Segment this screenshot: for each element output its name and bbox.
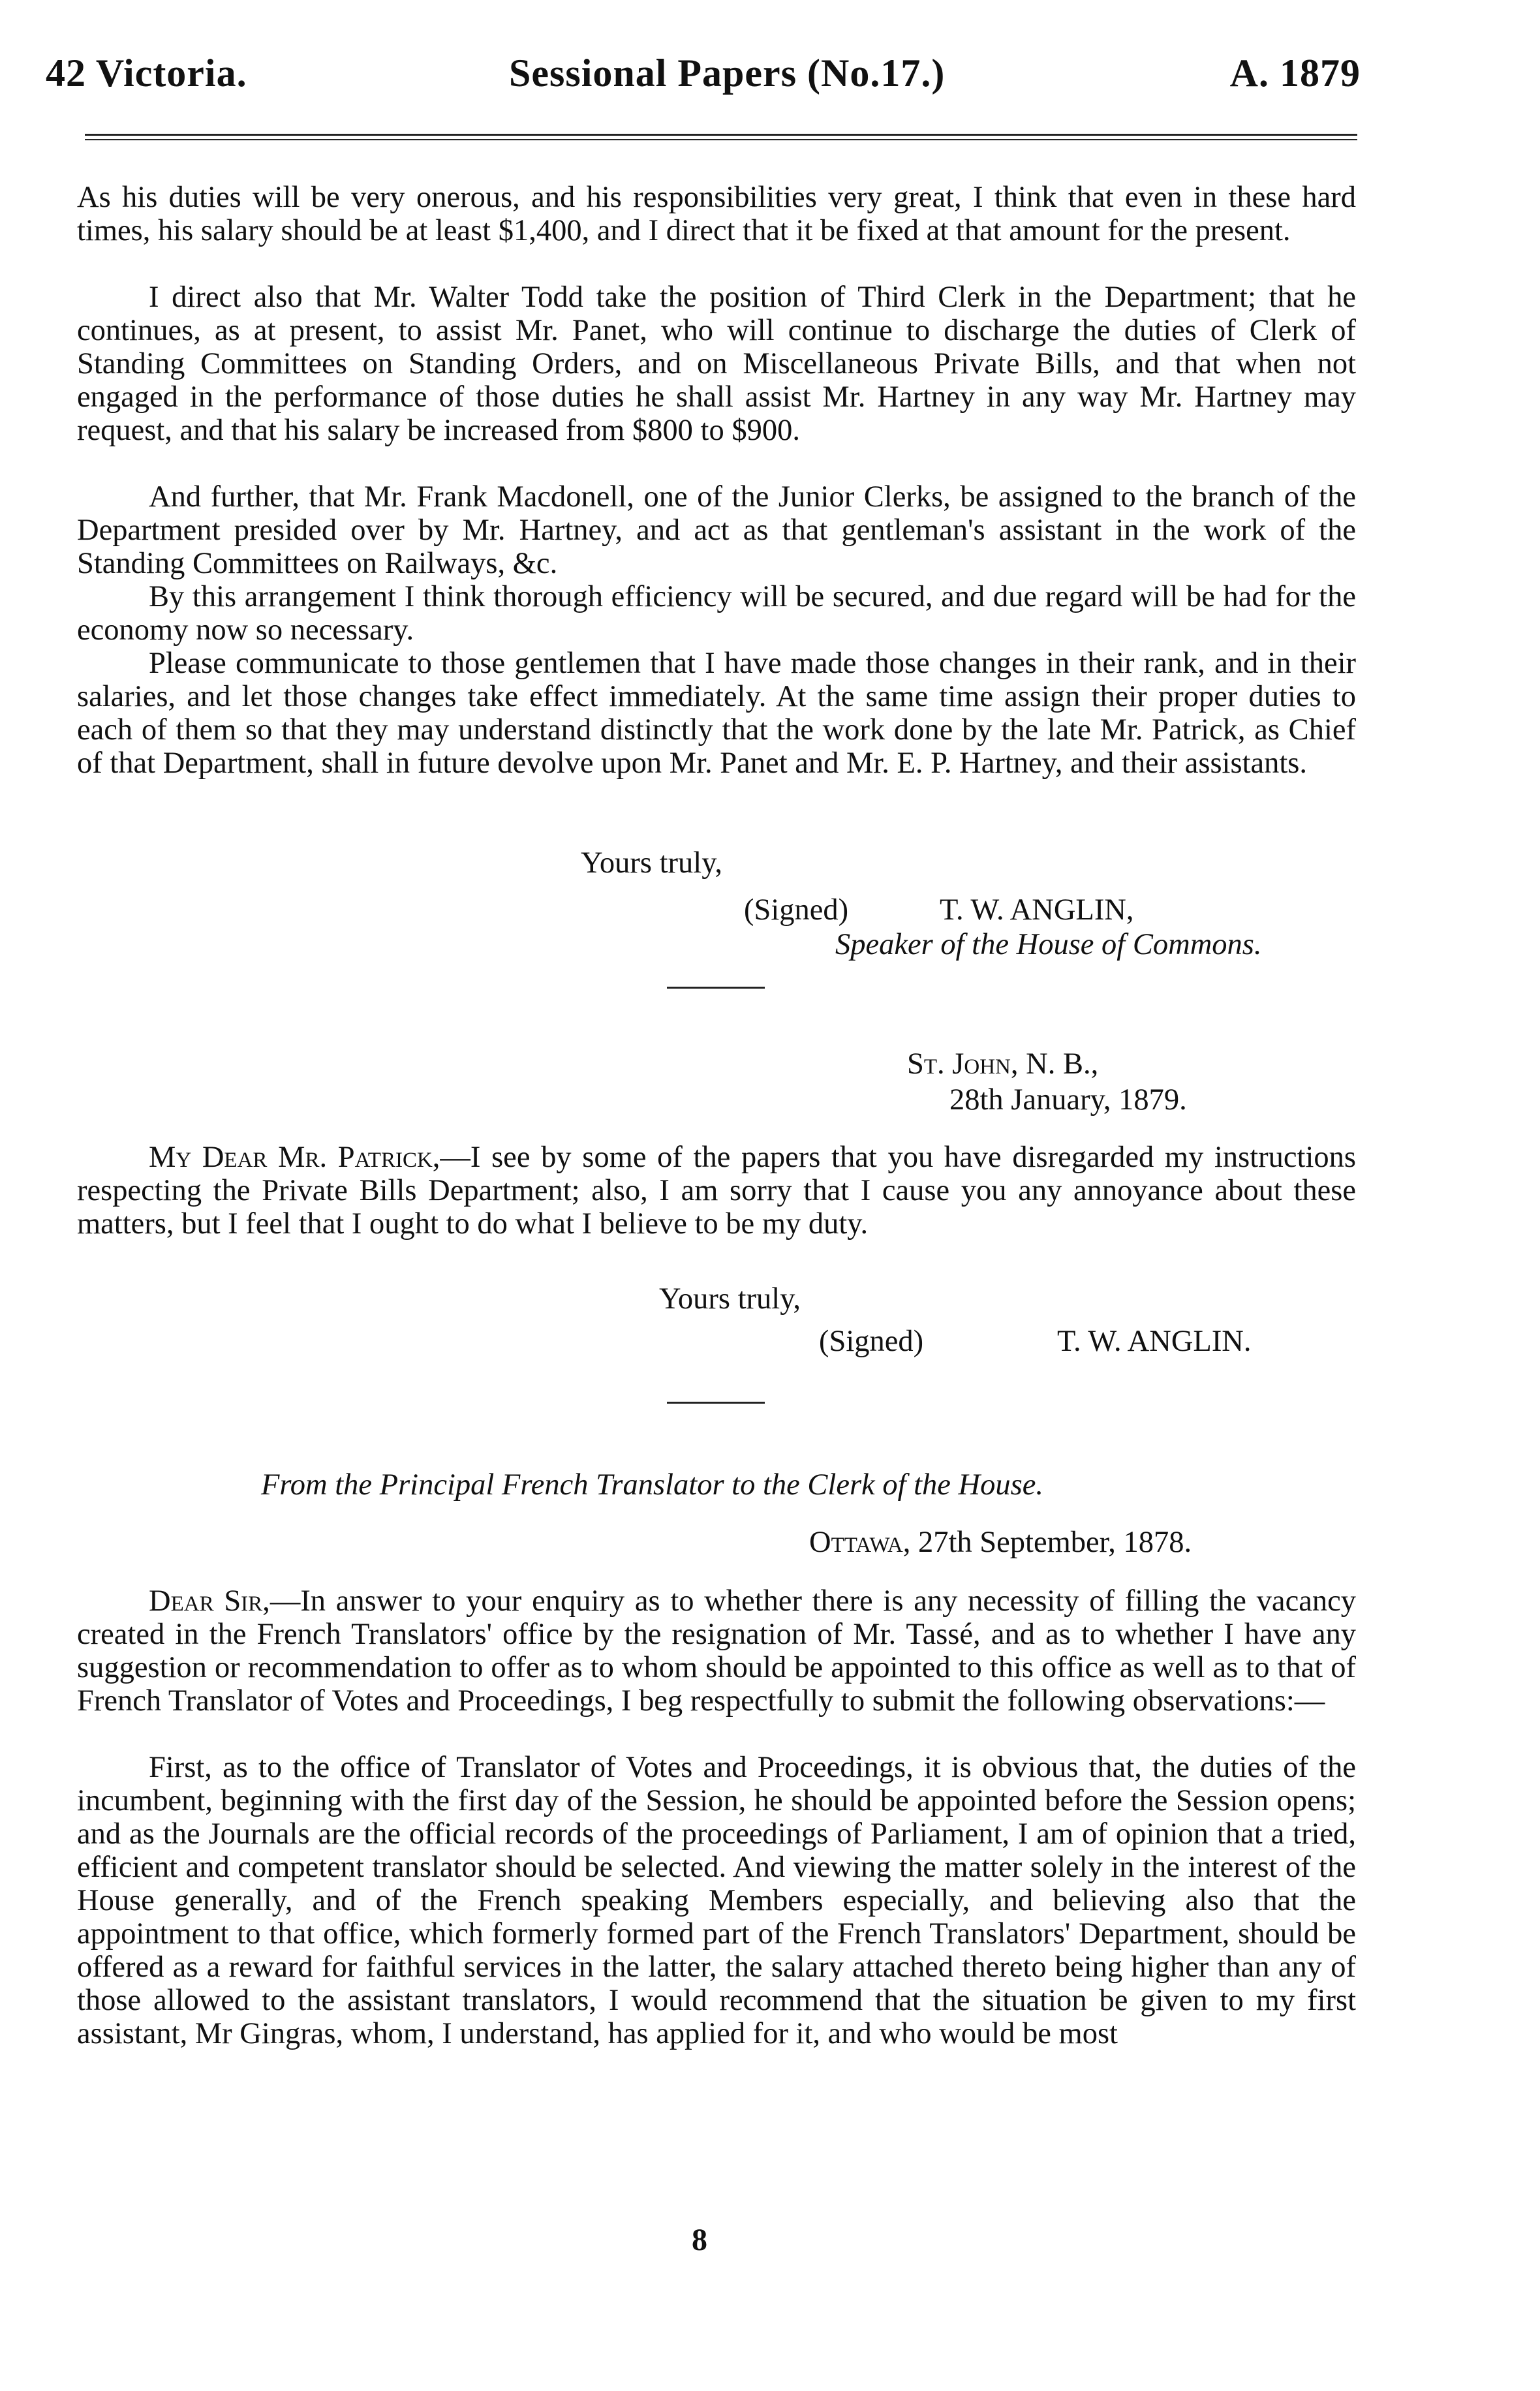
letter3-heading: From the Principal French Translator to the Clerk of the House. bbox=[261, 1468, 1043, 1502]
letter1-paragraph-4: By this arrangement I think thorough efficiency will be secured, and due regard will be had for the economy now so necessary. bbox=[77, 580, 1356, 647]
letter3-paragraph-2: First, as to the office of Translator of Votes and Proceedings, it is obvious that, the duties of the incumbent, beginning with the first day of the Session, he should be appointed before the Session opens; and as the Journals are the official records of the proceedings of Parliament, I am of opinion that a tried, efficient and competent translator should be selected. And viewing the matter solely in the interest of the House generally, and of the French speaking Members especially, and believing also that the appointment to that office, which formerly formed part of the French Translators' Department, should be offered as a reward for faithful services in the latter, the salary attached thereto being higher than any of those allowed to the assistant translators, I would recommend that the situation be given to my first assistant, Mr Gingras, whom, I understand, has applied for it, and who would be most bbox=[77, 1751, 1356, 2050]
letter3-paragraph-1-text: —In answer to your enquiry as to whether there is any necessity of filling the vacancy created in the French Translators' office by the resignation of Mr. Tassé, and as to whether I have any suggestion or recommendation to offer as to whom should be appointed to this office as well as to that of French Translator of Votes and Proceedings, I beg respectfully to submit the following observations:— bbox=[77, 1584, 1356, 1718]
letter2-place: St. John, N. B., bbox=[907, 1047, 1099, 1081]
letter2-signature: T. W. ANGLIN. bbox=[1057, 1325, 1252, 1358]
letter2-date: 28th January, 1879. bbox=[949, 1083, 1187, 1117]
letter2-salutation: My Dear Mr. Patrick, bbox=[149, 1141, 440, 1174]
letter3-date: 27th September, 1878. bbox=[918, 1526, 1192, 1559]
page-number: 8 bbox=[692, 2223, 707, 2257]
letter1-signatory-title: Speaker of the House of Commons. bbox=[835, 928, 1262, 961]
letter3-place: Ottawa, bbox=[809, 1526, 911, 1559]
header-rule-top bbox=[85, 134, 1357, 136]
letter2-signed-label: (Signed) bbox=[819, 1325, 924, 1358]
letter2-closing: Yours truly, bbox=[659, 1282, 801, 1316]
section-divider bbox=[667, 987, 765, 989]
letter1-closing: Yours truly, bbox=[581, 846, 723, 880]
section-divider bbox=[667, 1402, 765, 1404]
letter1-paragraph-5: Please communicate to those gentlemen that I have made those changes in their rank, and in their salaries, and let those changes take effect immediately. At the same time assign their proper duties to each of them so that they may understand distinctly that the work done by the late Mr. Patrick, as Chief of that Department, shall in future devolve upon Mr. Panet and Mr. E. P. Hartney, and their assistants. bbox=[77, 647, 1356, 780]
letter1-paragraph-1: As his duties will be very onerous, and his responsibilities very great, I think that even in these hard times, his salary should be at least $1,400, and I direct that it be fixed at that amount for the present. bbox=[77, 181, 1356, 247]
running-header-center: Sessional Papers (No.17.) bbox=[509, 52, 946, 95]
running-header-left: 42 Victoria. bbox=[46, 52, 247, 95]
letter1-signed-label: (Signed) bbox=[744, 893, 849, 927]
letter3-paragraph-1 bbox=[77, 1584, 1356, 1718]
letter1-signature: T. W. ANGLIN, bbox=[940, 893, 1134, 927]
letter1-paragraph-3: And further, that Mr. Frank Macdonell, one of the Junior Clerks, be assigned to the branch of the Department presided over by Mr. Hartney, and act as that gentleman's assistant in the work of the Standing Committees on Railways, &c. bbox=[77, 480, 1356, 580]
letter3-salutation: Dear Sir, bbox=[149, 1584, 270, 1618]
running-header-right: A. 1879 bbox=[1229, 52, 1361, 95]
header-rule-bottom bbox=[85, 139, 1357, 140]
letter2-body bbox=[77, 1141, 1356, 1241]
letter1-paragraph-2: I direct also that Mr. Walter Todd take the position of Third Clerk in the Department; that he continues, as at present, to assist Mr. Panet, who will continue to discharge the duties of Clerk of Standing Committees on Standing Orders, and on Miscellaneous Private Bills, and that when not engaged in the performance of those duties he shall assist Mr. Hartney in any way Mr. Hartney may request, and that his salary be increased from $800 to $900. bbox=[77, 281, 1356, 447]
letter2-body-text: —I see by some of the papers that you have disregarded my instructions respecting the Private Bills Department; also, I am sorry that I cause you any annoyance about these matters, but I feel that I ought to do what I believe to be my duty. bbox=[77, 1141, 1356, 1241]
letter3-dateline bbox=[809, 1526, 1192, 1559]
